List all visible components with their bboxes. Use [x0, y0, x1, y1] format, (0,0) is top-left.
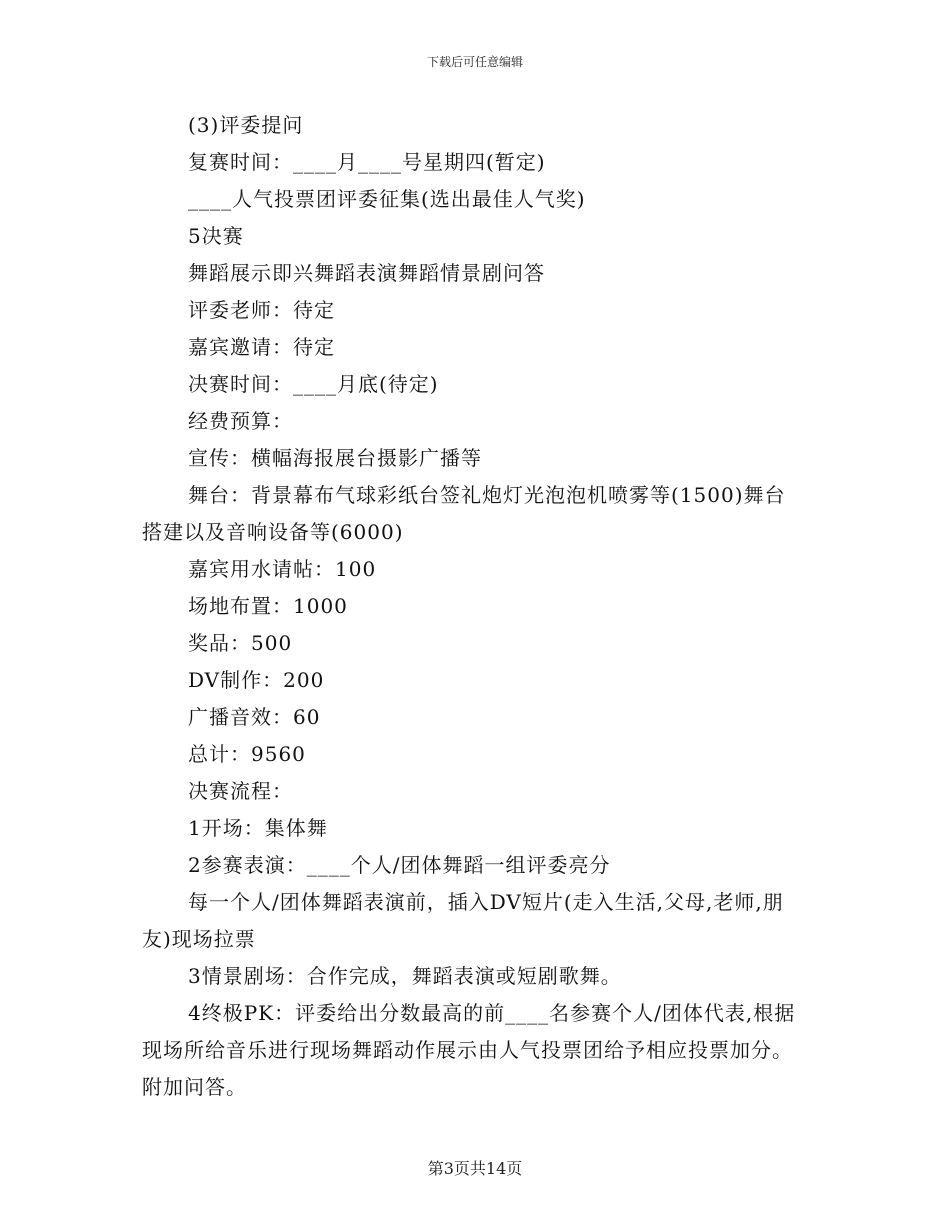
paragraph-budget-heading: 经费预算：: [188, 409, 293, 433]
paragraph-dv-insert: 每一个人/团体舞蹈表演前，插入DV短片(走入生活,父母,老师,朋友)现场拉票: [142, 890, 784, 951]
paragraph-opening: 1开场：集体舞: [188, 816, 328, 840]
document-body: [142, 107, 798, 1106]
paragraph-judges: 评委老师：待定: [188, 298, 335, 322]
paragraph-prizes: 奖品：500: [188, 631, 293, 655]
paragraph-guest-water: 嘉宾用水请帖：100: [188, 557, 377, 581]
paragraph-venue: 场地布置：1000: [188, 594, 348, 618]
paragraph-ultimate-pk: 4终极PK：评委给出分数最高的前____名参赛个人/团体代表,根据现场所给音乐进行现场舞蹈动作展示由人气投票团给予相应投票加分。附加问答。: [142, 1001, 796, 1099]
page-header: 下载后可任意编辑: [426, 55, 523, 69]
paragraph-performance: 2参赛表演：____个人/团体舞蹈一组评委亮分: [188, 853, 611, 877]
paragraph-final-process: 决赛流程：: [188, 779, 293, 803]
paragraph-sound: 广播音效：60: [188, 705, 321, 729]
paragraph-scene-theater: 3情景剧场：合作完成，舞蹈表演或短剧歌舞。: [188, 964, 622, 988]
paragraph-stage: 舞台：背景幕布气球彩纸台签礼炮灯光泡泡机喷雾等(1500)舞台搭建以及音响设备等(6000): [142, 483, 786, 544]
paragraph-publicity: 宣传：横幅海报展台摄影广播等: [188, 446, 482, 470]
paragraph-dv: DV制作：200: [188, 668, 325, 692]
paragraph-judges-questions: (3)评委提问: [188, 113, 304, 137]
paragraph-final-heading: 5决赛: [188, 224, 244, 248]
paragraph-final-time: 决赛时间：____月底(待定): [188, 372, 439, 396]
page-footer: 第3页共14页: [427, 1159, 523, 1178]
paragraph-guests: 嘉宾邀请：待定: [188, 335, 335, 359]
paragraph-total: 总计：9560: [188, 742, 306, 766]
paragraph-final-content: 舞蹈展示即兴舞蹈表演舞蹈情景剧问答: [188, 261, 545, 285]
paragraph-voting-jury: ____人气投票团评委征集(选出最佳人气奖): [188, 187, 586, 211]
paragraph-semifinal-time: 复赛时间：____月____号星期四(暂定): [188, 150, 546, 174]
